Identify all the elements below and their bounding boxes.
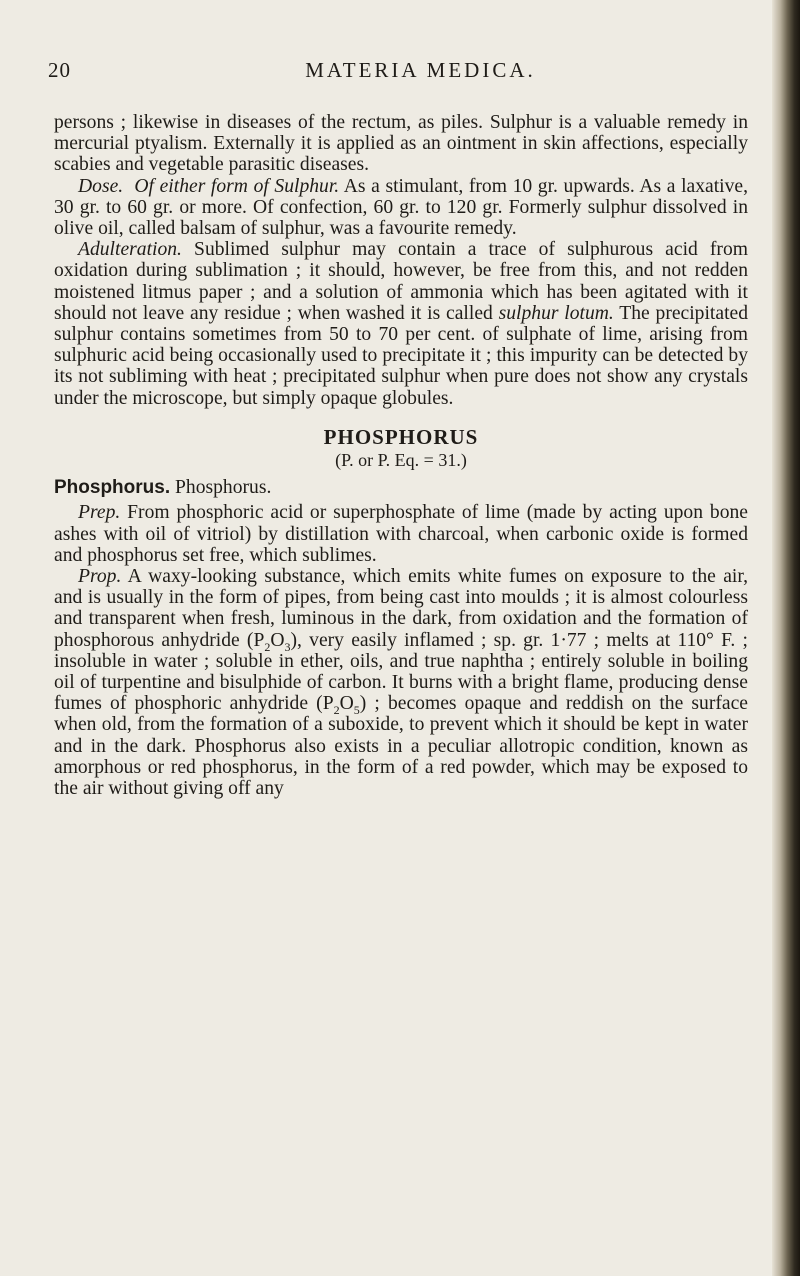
prop-mid-1: O (270, 629, 285, 651)
adulteration-text-b: The precipitated sulphur contains sometimes from 50 to 70 per cent. of sulphate of lime, arising from sulphuric acid being occasionally used to precipitate it ; this impurity can be detected by its not subliming with heat ; precipitated sulphur when pure does not show any crystals under the microscope, but simply opaque globules. (54, 302, 749, 409)
adulteration-text-a: Sublimed sulphur may contain a trace of sulphurous acid from oxidation during sublimation ; it should, however, be free from this, and not redden moistened litmus paper ; and a solution of ammonia which has been agitated with it should not leave any residue ; when washed it is called (54, 239, 748, 324)
prop-text-a: A waxy-looking substance, which emits white fumes on exposure to the air, and is usually in the form of pipes, from being cast into moulds ; it is almost colourless and transparent when fresh, luminous in the dark, from oxidation and the formation of phosphorous anhydride (P (54, 566, 748, 651)
prop-label: Prop. (78, 566, 122, 588)
prop-sub-3: 2 (333, 703, 340, 718)
dose-text: As a stimulant, from 10 gr. upwards. As a laxative, 30 gr. to 60 gr. or more. Of confection, 60 gr. to 120 gr. Formerly sulphur dissolved in olive oil, called balsam of sulphur, was a favourite remedy. (54, 175, 748, 240)
page-body (54, 112, 748, 799)
section-subtitle: (P. or P. Eq. = 31.) (335, 450, 467, 471)
adulteration-term: sulphur lotum. (498, 302, 614, 324)
prop-text-c: ) ; becomes opaque and reddish on the surface when old, from the formation of a suboxide, to prevent which it should be kept in water and in the dark. Phosphorus also exists in a peculiar allotropic condition, known as amorphous or red phosphorus, in the form of a red powder, which may be exposed to the air without giving off any (54, 693, 748, 800)
paragraph-prep (54, 502, 748, 566)
page-binding-edge (772, 0, 800, 1276)
prop-mid-2: O (339, 693, 354, 715)
prop-sub-4: 5 (353, 703, 360, 718)
page-header (48, 58, 753, 88)
prop-sub-1: 2 (264, 639, 271, 654)
phosphorus-heading (54, 477, 748, 498)
prep-label: Prep. (78, 502, 121, 524)
section-title: PHOSPHORUS (323, 424, 479, 449)
paragraph-dose (54, 176, 748, 240)
phosphorus-heading-plain: Phosphorus. (170, 477, 272, 499)
prep-text: From phosphoric acid or superphosphate of lime (made by acting upon bone ashes with oil of vitriol) by distillation with charcoal, when carbonic oxide is formed and phosphorus set free, which sublimes. (54, 502, 748, 566)
page-number: 20 (48, 58, 71, 82)
paragraph-adulteration (54, 239, 748, 409)
prop-text-b: ), very easily inflamed ; sp. gr. 1·77 ; melts at 110° F. ; insoluble in water ; soluble in ether, oils, and true naphtha ; entirely soluble in boiling oil of turpentine and bisulphide of carbon. It burns with a bright flame, producing dense fumes of phosphoric anhydride (P (54, 629, 748, 715)
paragraph-prop (54, 566, 748, 799)
phosphorus-heading-bold: Phosphorus. (54, 477, 171, 499)
paragraph-sulphur-uses: persons ; likewise in diseases of the rectum, as piles. Sulphur is a valuable remedy in mercurial ptyalism. Externally it is applied as an ointment in skin affections, especially scabies and vegetable parasitic diseases. (54, 112, 748, 176)
running-title: MATERIA MEDICA. (305, 58, 536, 82)
dose-label: Dose. (78, 175, 124, 197)
adulteration-label: Adulteration. (78, 239, 182, 261)
dose-form-label: Of either form of Sulphur. (134, 175, 340, 197)
prop-sub-2: 3 (284, 639, 291, 654)
